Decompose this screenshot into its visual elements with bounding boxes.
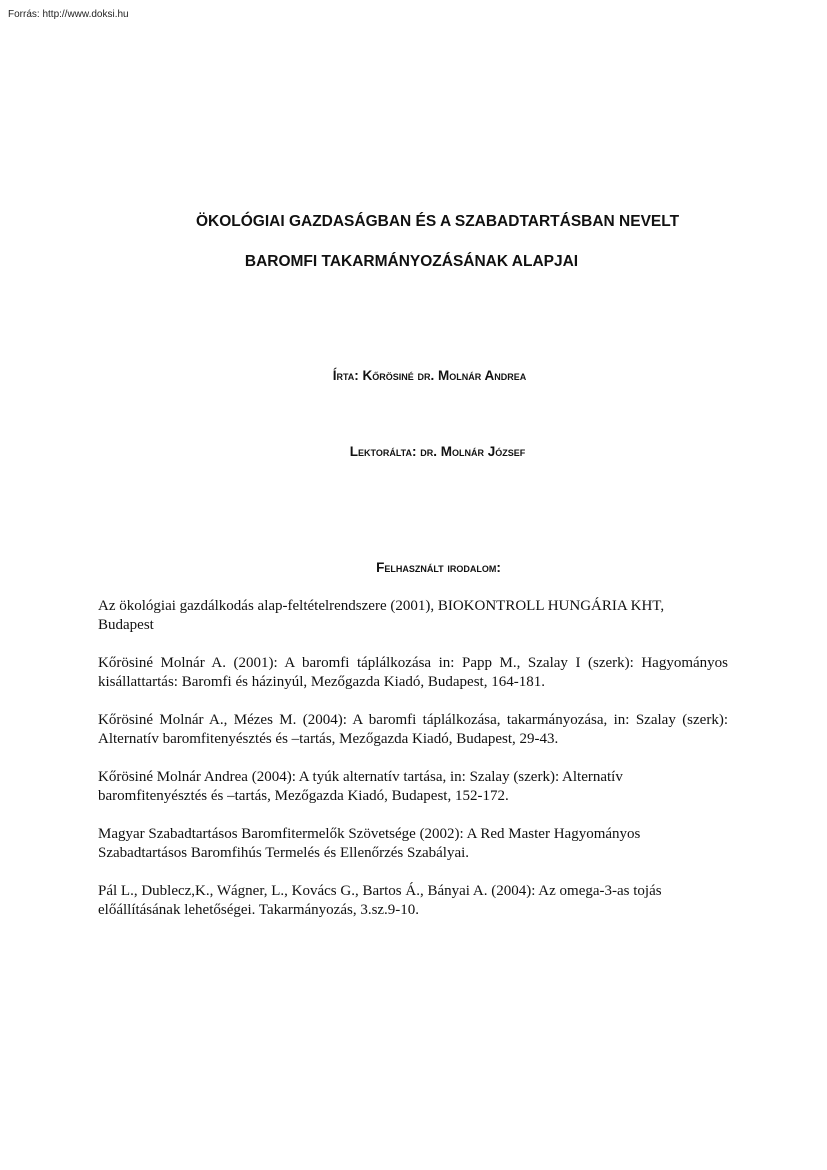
author-line: Írta: Kőrösiné dr. Molnár Andrea: [332, 368, 527, 383]
reference-item: Magyar Szabadtartásos Baromfitermelők Szövetsége (2002): A Red Master Hagyományos Szabadtartásos Baromfihús Termelés és Ellenőrzés Szabályai.: [98, 826, 641, 861]
source-watermark: Forrás: http://www.doksi.hu: [8, 9, 129, 20]
reference-item: Kőrösiné Molnár A. (2001): A baromfi táplálkozása in: Papp M., Szalay I (szerk): Hagyományos kisállattartás: Baromfi és házinyúl, Mezőgazda Kiadó, Budapest, 164-181.: [98, 655, 728, 690]
document-title-line-2: BAROMFI TAKARMÁNYOZÁSÁNAK ALAPJAI: [244, 253, 579, 270]
reference-item: Kőrösiné Molnár Andrea (2004): A tyúk alternatív tartása, in: Szalay (szerk): Alternatív baromfitenyésztés és –tartás, Mezőgazda Kiadó, Budapest, 152-172.: [98, 769, 623, 804]
reference-item: Pál L., Dublecz,K., Wágner, L., Kovács G., Bartos Á., Bányai A. (2004): Az omega-3-as tojás előállításának lehetőségei. Takarmányozás, 3.sz.9-10.: [98, 883, 662, 918]
reference-item: Kőrösiné Molnár A., Mézes M. (2004): A baromfi táplálkozása, takarmányozása, in: Szalay (szerk): Alternatív baromfitenyésztés és –tartás, Mezőgazda Kiadó, Budapest, 29-43.: [98, 712, 728, 747]
reviewer-line: Lektorálta: dr. Molnár József: [349, 444, 526, 459]
references-list: [98, 597, 728, 939]
reference-item: Az ökológiai gazdálkodás alap-feltételrendszere (2001), BIOKONTROLL HUNGÁRIA KHT, Budapest: [98, 598, 665, 633]
document-title-line-1: ÖKOLÓGIAI GAZDASÁGBAN ÉS A SZABADTARTÁSBAN NEVELT: [195, 213, 680, 230]
references-heading: Felhasznált irodalom:: [376, 560, 501, 575]
